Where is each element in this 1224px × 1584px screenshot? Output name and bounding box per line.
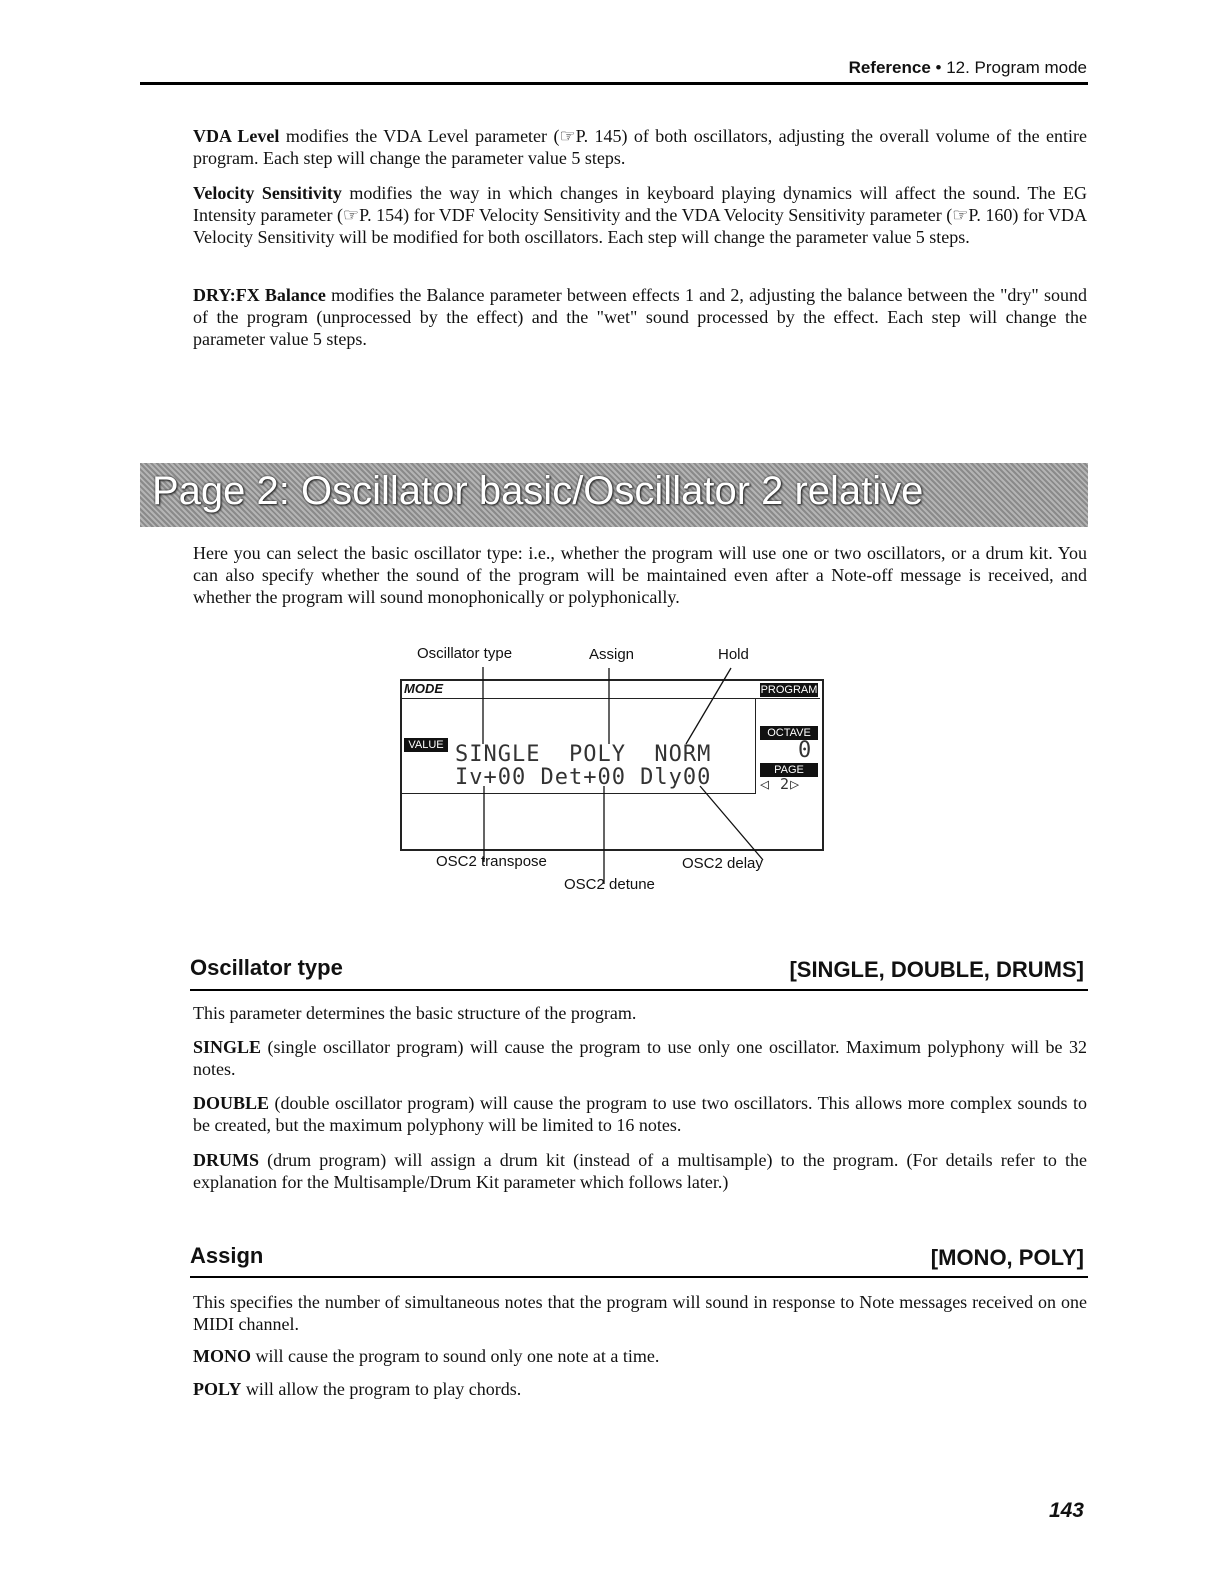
- text: will allow the program to play chords.: [241, 1379, 522, 1399]
- intro-text: modifies the way in which changes in keyboard playing dynamics will affect the sound. The EG Intensity parameter (☞P. 154) for VDF Velocity Sensitivity and the VDA Velocity Sensitivity parameter (☞P. 160) for VDA Velocity Sensitivity will be modified for both oscillators. Each step will change the parameter value 5 steps.: [193, 183, 1087, 247]
- label-hold: Hold: [718, 646, 749, 663]
- section-title-oscillator-type: Oscillator type: [190, 955, 343, 980]
- term: DRUMS: [193, 1150, 259, 1170]
- text: This parameter determines the basic structure of the program.: [193, 1003, 637, 1023]
- lcd-program-tag: PROGRAM: [760, 684, 818, 696]
- term: DOUBLE: [193, 1093, 270, 1113]
- text: This specifies the number of simultaneous notes that the program will sound in response to Note messages received on one MIDI channel.: [193, 1292, 1087, 1334]
- intro-term: VDA Level: [193, 126, 280, 146]
- term: POLY: [193, 1379, 242, 1399]
- lcd-mode-label: MODE: [404, 681, 443, 696]
- lcd-octave-value: 0: [798, 738, 813, 763]
- leader-delay: [700, 786, 763, 860]
- intro-text: modifies the Balance parameter between effects 1 and 2, adjusting the balance between the "dry" sound of the program (unprocessed by the effect) and the "wet" sound processed by the effect. Each step will change the parameter value 5 steps.: [193, 285, 1087, 349]
- label-osc2-delay: OSC2 delay: [682, 855, 763, 872]
- intro-text: modifies the VDA Level parameter (☞P. 145) of both oscillators, adjusting the overall volume of the entire program. Each step will change the parameter value 5 steps.: [193, 126, 1087, 168]
- paragraph: [193, 1036, 1087, 1080]
- text: (drum program) will assign a drum kit (instead of a multisample) to the program. (For details refer to the explanation for the Multisample/Drum Kit parameter which follows later.): [193, 1150, 1087, 1192]
- paragraph: [193, 1345, 1087, 1367]
- lcd-line-1: SINGLE POLY NORM: [455, 742, 712, 767]
- paragraph: [193, 1149, 1087, 1193]
- header-section: Reference: [848, 58, 931, 77]
- intro-term: DRY:FX Balance: [193, 285, 326, 305]
- page-number: 143: [1048, 1499, 1084, 1522]
- text: (double oscillator program) will cause the program to use two oscillators. This allows more complex sounds to be created, but the maximum polyphony will be limited to 16 notes.: [193, 1093, 1087, 1135]
- lcd-octave-tag: OCTAVE: [760, 726, 818, 740]
- lcd-page-value: ◁ 2▷: [760, 775, 801, 793]
- term: SINGLE: [193, 1037, 262, 1057]
- paragraph: [193, 1291, 1087, 1335]
- label-osc2-transpose: OSC2 transpose: [436, 853, 547, 870]
- label-oscillator-type: Oscillator type: [417, 645, 513, 662]
- section-range-oscillator-type: [SINGLE, DOUBLE, DRUMS]: [789, 957, 1084, 982]
- intro-term: Velocity Sensitivity: [193, 183, 342, 203]
- section-rule: [190, 989, 1088, 991]
- term: MONO: [193, 1346, 251, 1366]
- paragraph: [193, 1002, 1087, 1024]
- paragraph: [193, 1092, 1087, 1136]
- paragraph: [193, 1378, 1087, 1400]
- lcd-value-tag: VALUE: [404, 738, 448, 752]
- section-title-assign: Assign: [190, 1243, 264, 1268]
- section-rule: [190, 1276, 1088, 1278]
- section-range-assign: [MONO, POLY]: [930, 1245, 1084, 1270]
- label-assign: Assign: [589, 646, 635, 663]
- banner-title: Page 2: Oscillator basic/Oscillator 2 relative: [152, 469, 924, 513]
- leader-hold: [686, 668, 731, 744]
- lcd-line-2: Iv+00 Det+00 Dly00: [455, 765, 712, 790]
- lcd-page-tag: PAGE: [760, 763, 818, 777]
- page-intro: Here you can select the basic oscillator type: i.e., whether the program will use one or two oscillators, or a drum kit. You can also specify whether the sound of the program will be maintained even after a Note-off message is received, and whether the program will sound monophonically or polyphonically.: [193, 543, 1087, 607]
- header-chapter: 12. Program mode: [946, 58, 1087, 77]
- text: (single oscillator program) will cause the program to use only one oscillator. Maximum polyphony will be 32 notes.: [193, 1037, 1087, 1079]
- header-bullet: •: [935, 58, 942, 77]
- label-osc2-detune: OSC2 detune: [564, 876, 655, 893]
- text: will cause the program to sound only one note at a time.: [251, 1346, 660, 1366]
